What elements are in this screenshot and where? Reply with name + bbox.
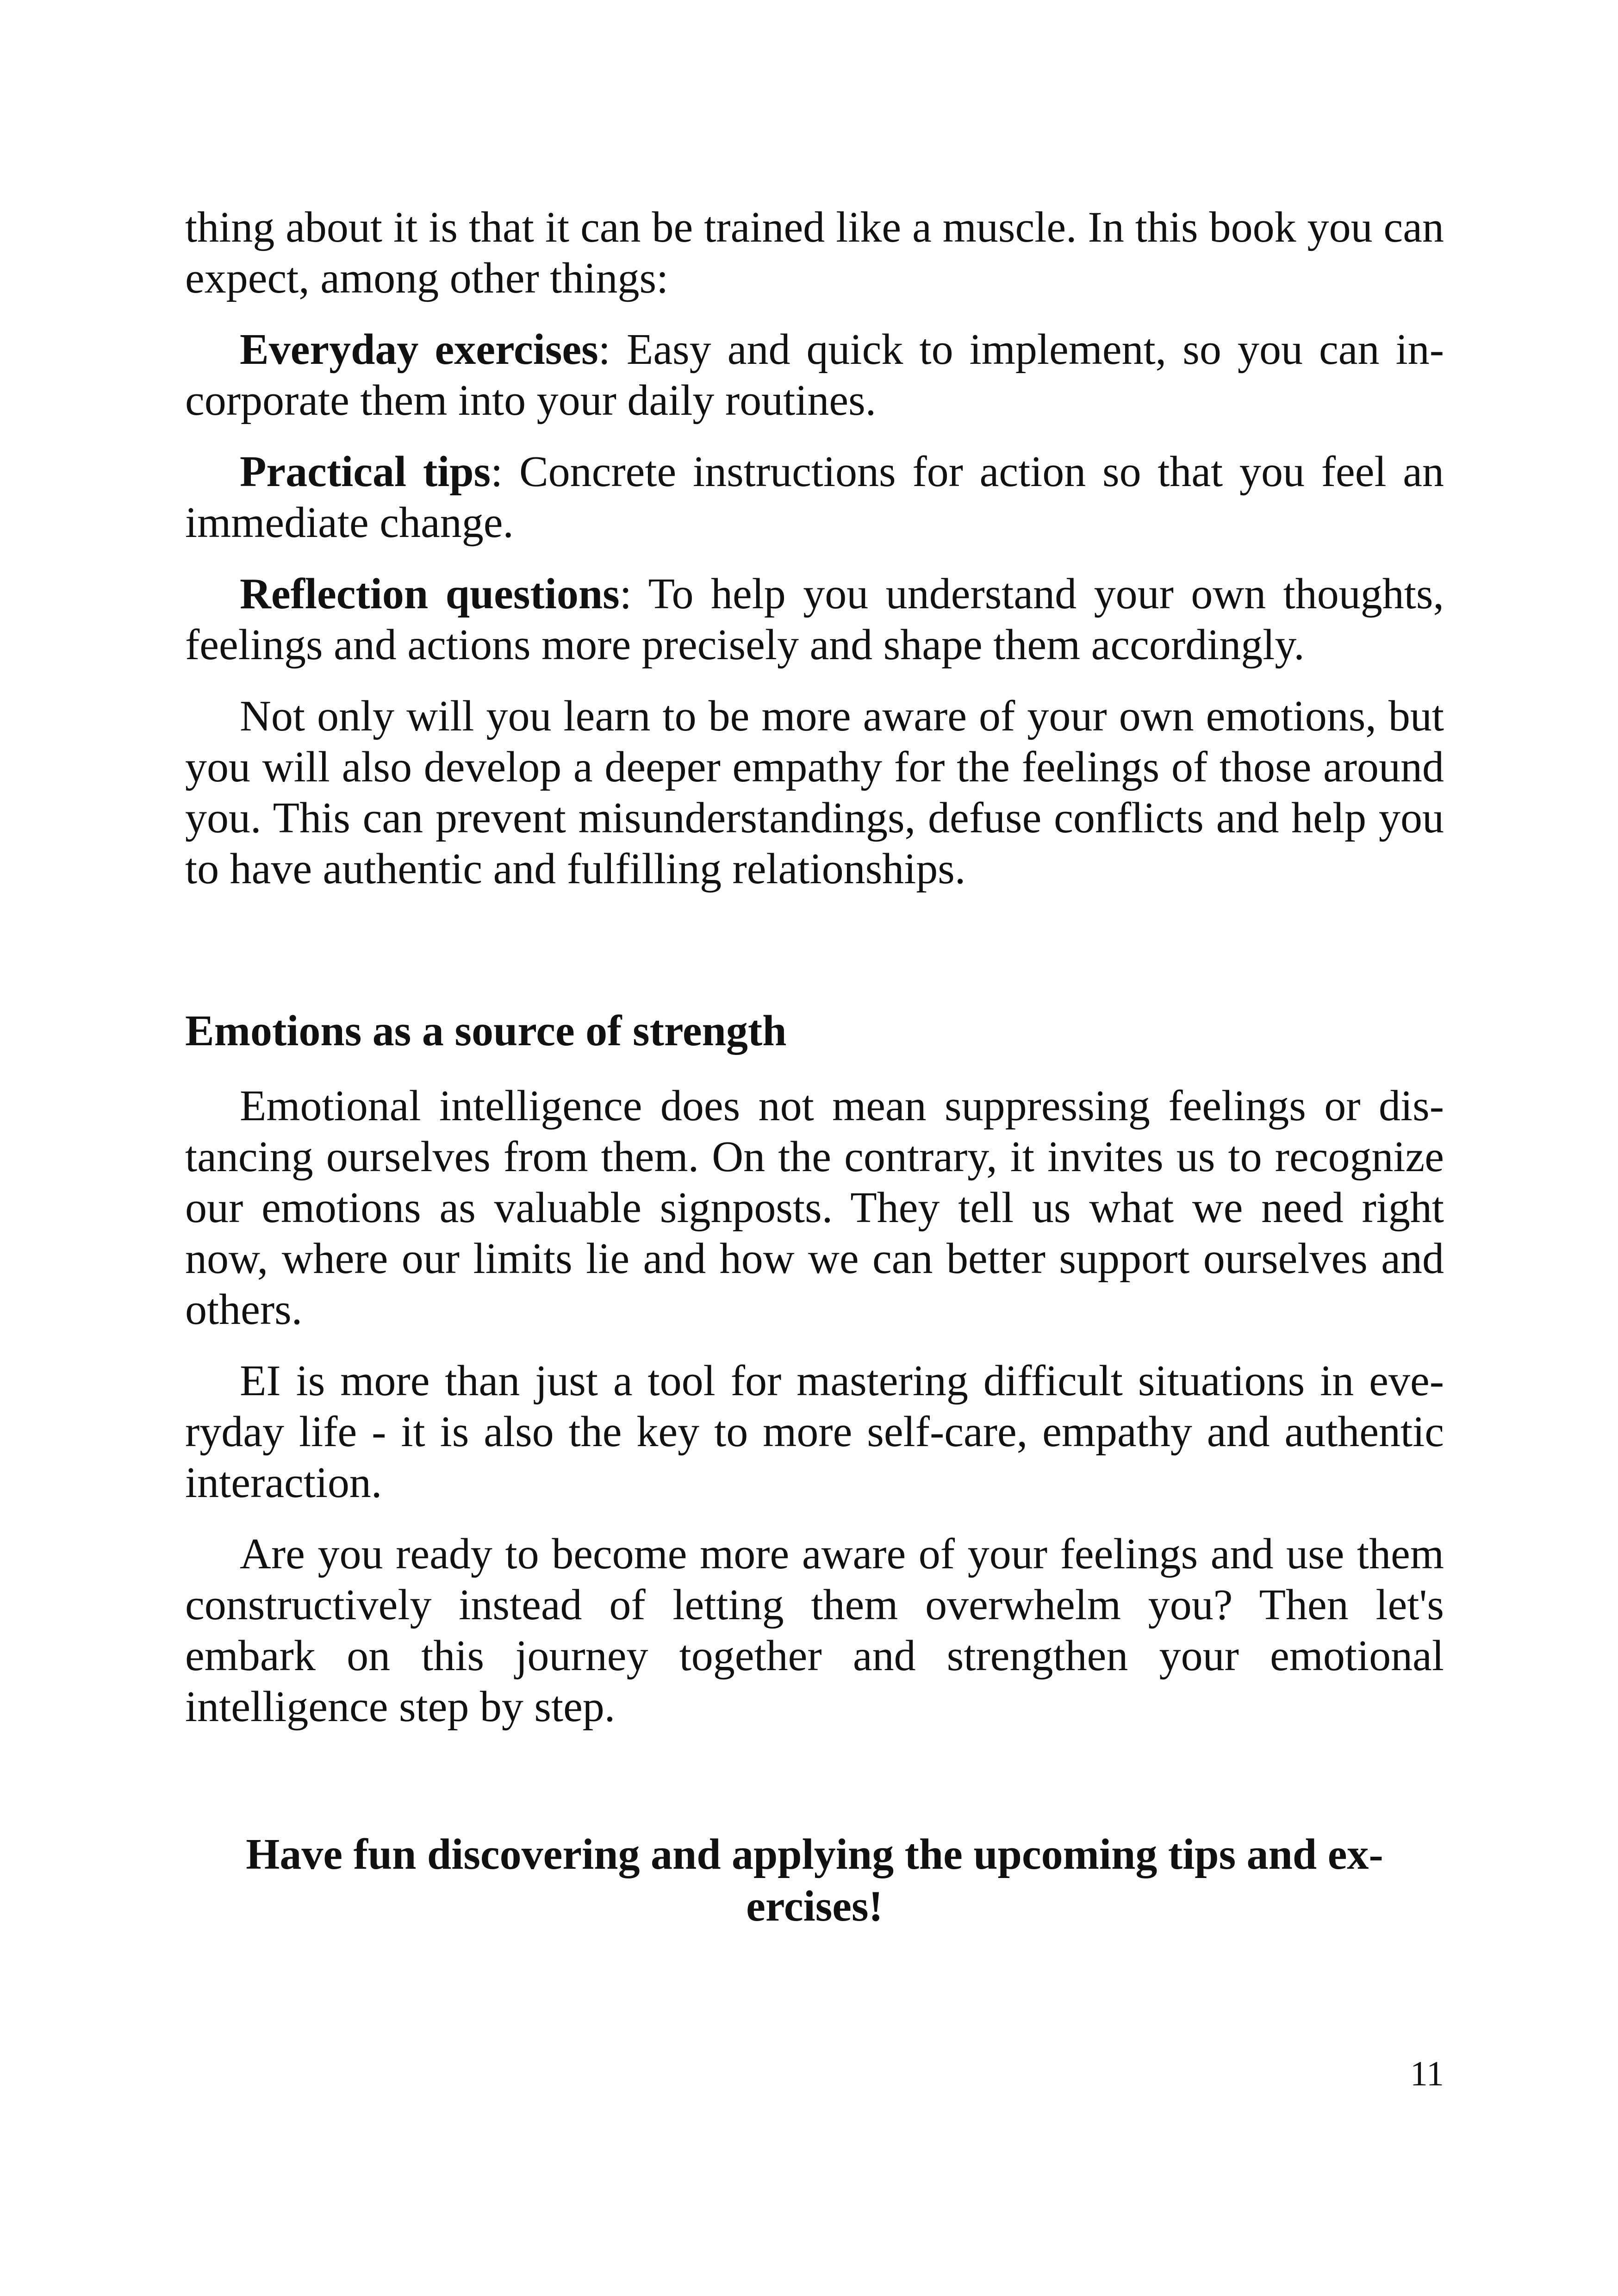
practical-tips-paragraph bbox=[185, 446, 1444, 548]
practical-tips-term: Practical tips bbox=[240, 448, 491, 496]
everyday-exercises-term: Everyday exercises bbox=[240, 325, 598, 374]
section-paragraph-1: Emotional intelligence does not mean suppressing feelings or distancing ourselves from them. On the contrary, it invites us to recognize our emotions as valuable signposts. They tell us what we need right now, where our limits lie and how we can better support ourselves and others. bbox=[185, 1082, 1444, 1334]
upper-text-block bbox=[185, 202, 1444, 915]
page-number: 11 bbox=[1410, 2054, 1444, 2093]
reflection-questions-text: : To help you understand your own thoughts, feelings and actions more precisely and shape them accordingly. bbox=[185, 570, 1444, 669]
reflection-questions-term: Reflection questions bbox=[240, 570, 620, 618]
not-only-paragraph: Not only will you learn to be more aware of your own emotions, but you will also develop a deeper empathy for the feelings of those around you. This can prevent misunderstandings, defuse conflicts and help you to have authentic and fulfilling relationships. bbox=[185, 692, 1444, 893]
intro-paragraph: thing about it is that it can be trained like a muscle. In this book you can expect, among other things: bbox=[185, 203, 1444, 302]
practical-tips-text: : Concrete instructions for action so that you feel an immediate change. bbox=[185, 448, 1444, 547]
section-block bbox=[185, 1005, 1444, 1753]
closing-line: Have fun discovering and applying the upcoming tips and exercises! bbox=[246, 1830, 1383, 1930]
reflection-questions-paragraph bbox=[185, 568, 1444, 670]
section-heading: Emotions as a source of strength bbox=[185, 1007, 787, 1055]
section-paragraph-3: Are you ready to become more aware of your feelings and use them constructively instead of letting them overwhelm you? Then let's embark on this journey together and strengthen your emotional intelligence step by step. bbox=[185, 1530, 1444, 1731]
everyday-exercises-text: : Easy and quick to implement, so you can incorporate them into your daily routines. bbox=[185, 325, 1444, 424]
section-paragraph-2: EI is more than just a tool for mastering difficult situations in everyday life - it is also the key to more self-care, empathy and authentic interaction. bbox=[185, 1357, 1444, 1507]
everyday-exercises-paragraph bbox=[185, 324, 1444, 426]
